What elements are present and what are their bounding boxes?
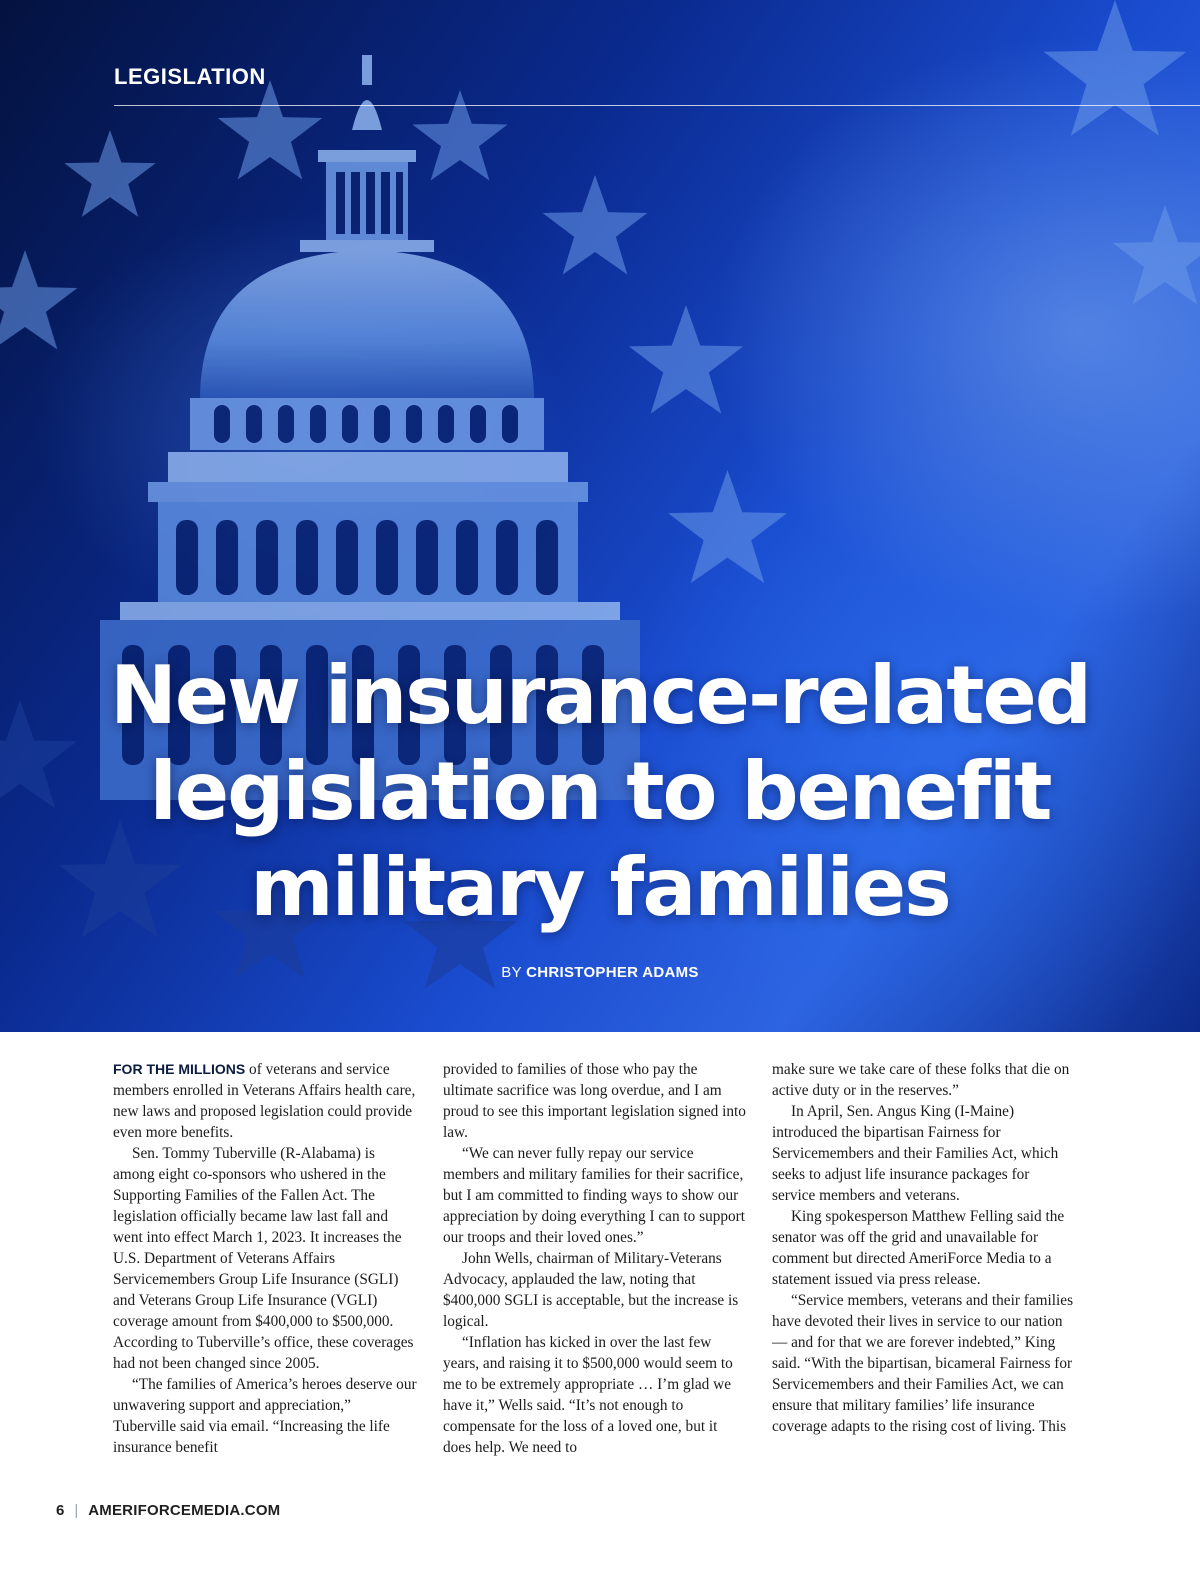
star-icon (412, 90, 507, 181)
page-footer (56, 1502, 280, 1519)
body-paragraph: King spokesperson Matthew Felling said the senator was off the grid and unavailable for comment but directed AmeriForce Media to a statement issued via press release. (772, 1208, 1065, 1288)
headline-line: military families (250, 841, 950, 934)
article-headline (60, 648, 1140, 936)
body-paragraph: John Wells, chairman of Military-Veterans Advocacy, applauded the law, noting that $400,000 SGLI is acceptable, but the increase is logical. (443, 1250, 739, 1330)
body-column-1 (113, 1059, 417, 1458)
headline-line: New insurance-related (109, 649, 1091, 742)
body-paragraph: “The families of America’s heroes deserve our unwavering support and appreciation,” Tuberville said via email. “Increasing the life insurance benefit (113, 1376, 417, 1456)
star-icon (543, 175, 648, 275)
star-icon (668, 470, 787, 583)
byline-prefix: BY (501, 964, 522, 981)
star-icon (629, 305, 743, 414)
body-paragraph: “Inflation has kicked in over the last few years, and raising it to $500,000 would seem to me to be extremely appropriate … I’m glad we have it,” Wells said. “It’s not enough to compensate for the loss of a loved one, but it does help. We need to (443, 1334, 733, 1456)
lead-in: FOR THE MILLIONS (113, 1061, 246, 1077)
page-number: 6 (56, 1502, 65, 1519)
body-column-2 (443, 1059, 747, 1458)
body-paragraph: “We can never fully repay our service members and military families for their sacrifice, but I am committed to finding ways to show our appreciation by doing everything I can to support our troops and their loved ones.” (443, 1145, 746, 1246)
body-paragraph: make sure we take care of these folks that die on active duty or in the reserves.” (772, 1061, 1070, 1099)
byline (0, 964, 1200, 981)
site-link[interactable]: AMERIFORCEMEDIA.COM (88, 1502, 281, 1519)
body-paragraph (113, 1059, 417, 1143)
body-column-3 (772, 1059, 1076, 1437)
body-paragraph: In April, Sen. Angus King (I-Maine) introduced the bipartisan Fairness for Servicemembers and their Families Act, which seeks to adjust life insurance packages for service members and veterans. (772, 1103, 1059, 1204)
star-icon (0, 250, 77, 350)
section-label: LEGISLATION (114, 64, 266, 89)
paragraph-text: of veterans and service members enrolled in Veterans Affairs health care, new laws and proposed legislation could provide even more benefits. (113, 1061, 416, 1141)
footer-separator: | (74, 1502, 79, 1519)
section-rule (114, 105, 1200, 106)
body-paragraph: “Service members, veterans and their families have devoted their lives in service to our nation — and for that we are forever indebted,” King said. “With the bipartisan, bicameral Fairness for Servicemembers and their Families Act, we can ensure that military families’ life insurance coverage adapts to the rising cost of living. This (772, 1292, 1074, 1435)
star-icon (218, 80, 323, 180)
body-paragraph: Sen. Tommy Tuberville (R-Alabama) is among eight co-sponsors who ushered in the Supporting Families of the Fallen Act. The legislation officially became law last fall and went into effect March 1, 2023. It increases the U.S. Department of Veterans Affairs Servicemembers Group Life Insurance (SGLI) and Veterans Group Life Insurance (VGLI) coverage amount from $400,000 to $500,000. According to Tuberville’s office, these coverages had not been changed since 2005. (113, 1145, 414, 1372)
author-name: CHRISTOPHER ADAMS (526, 964, 699, 981)
star-icon (64, 130, 155, 217)
headline-line: legislation to benefit (149, 745, 1051, 838)
star-icon (1044, 0, 1187, 136)
body-paragraph: provided to families of those who pay the ultimate sacrifice was long overdue, and I am proud to see this important legislation signed into law. (443, 1061, 746, 1141)
article-body (113, 1059, 1077, 1489)
star-icon (1113, 205, 1200, 305)
